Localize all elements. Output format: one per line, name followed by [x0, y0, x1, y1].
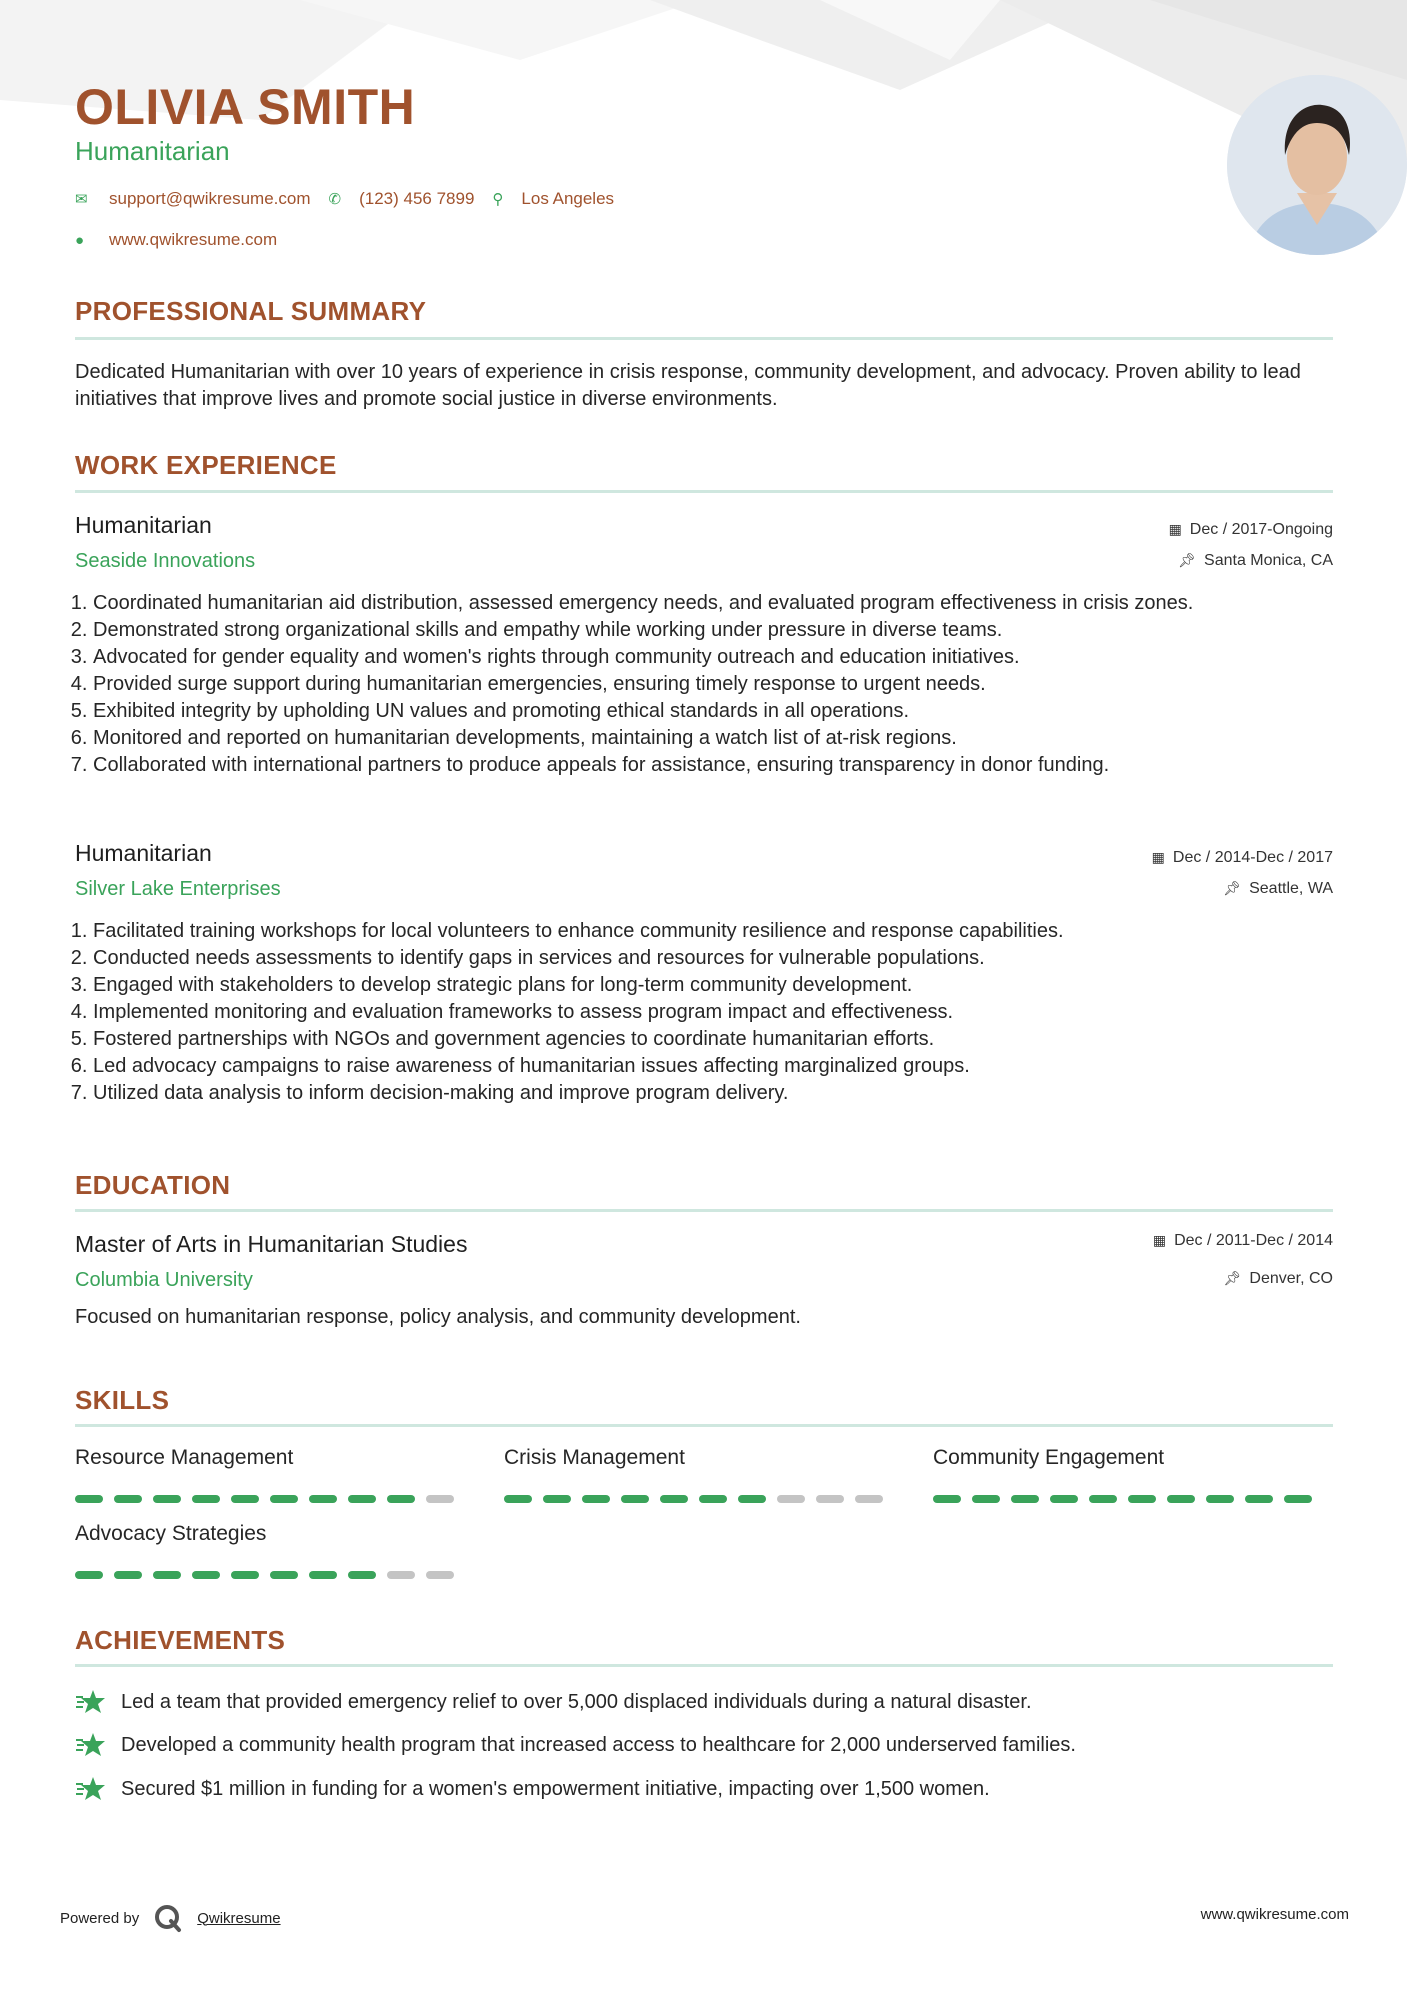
- skill-dash-filled: [504, 1495, 532, 1503]
- skill-name: Resource Management: [75, 1446, 294, 1469]
- skill-dash-filled: [309, 1495, 337, 1503]
- job-bullets: [75, 918, 1333, 1107]
- pushpin-icon: 📌︎: [1178, 552, 1197, 568]
- calendar-icon: ▦: [1151, 849, 1165, 865]
- achievement-text: Secured $1 million in funding for a women's empowerment initiative, impacting over 1,500 women.: [121, 1777, 990, 1800]
- skill-dash-empty: [855, 1495, 883, 1503]
- skill-dash-filled: [621, 1495, 649, 1503]
- candidate-title: Humanitarian: [75, 136, 230, 166]
- achievement-text: Led a team that provided emergency relief to over 5,000 displaced individuals during a natural disaster.: [121, 1690, 1032, 1713]
- list-item: 2. Demonstrated strong organizational skills and empathy while working under pressure in diverse teams.: [93, 617, 1333, 644]
- skill-dash-empty: [426, 1571, 454, 1579]
- achievement-item: [75, 1775, 990, 1803]
- summary-heading: PROFESSIONAL SUMMARY: [75, 296, 427, 326]
- skill-rating: [504, 1495, 894, 1503]
- school-name: Columbia University: [75, 1269, 253, 1291]
- envelope-icon: ✉: [75, 191, 88, 208]
- skill-dash-filled: [192, 1495, 220, 1503]
- skill-dash-filled: [153, 1495, 181, 1503]
- job-title: Humanitarian: [75, 512, 212, 538]
- avatar: [1227, 75, 1407, 255]
- skill-dash-filled: [1245, 1495, 1273, 1503]
- skill-dash-filled: [1089, 1495, 1117, 1503]
- star-icon: [75, 1688, 107, 1716]
- list-item: 6. Led advocacy campaigns to raise awareness of humanitarian issues affecting marginalized groups.: [93, 1053, 1333, 1080]
- education-location: [1224, 1270, 1333, 1288]
- education-heading: EDUCATION: [75, 1170, 231, 1200]
- section-divider: [75, 337, 1333, 340]
- skill-dash-filled: [543, 1495, 571, 1503]
- contact-row-1: [75, 189, 632, 209]
- job-title: Humanitarian: [75, 840, 212, 866]
- skill-dash-filled: [192, 1571, 220, 1579]
- skill-dash-filled: [348, 1495, 376, 1503]
- skill-dash-filled: [1206, 1495, 1234, 1503]
- list-item: 5. Exhibited integrity by upholding UN values and promoting ethical standards in all operations.: [93, 698, 1333, 725]
- list-item: 7. Collaborated with international partners to produce appeals for assistance, ensuring transparency in donor funding.: [93, 752, 1333, 779]
- list-item: 1. Facilitated training workshops for local volunteers to enhance community resilience and response capabilities.: [93, 918, 1333, 945]
- achievements-heading: ACHIEVEMENTS: [75, 1625, 286, 1655]
- skill-dash-filled: [972, 1495, 1000, 1503]
- achievement-item: [75, 1731, 1076, 1759]
- achievement-text: Developed a community health program that increased access to healthcare for 2,000 underserved families.: [121, 1733, 1076, 1756]
- section-divider: [75, 1664, 1333, 1667]
- star-icon: [75, 1731, 107, 1759]
- skill-dash-filled: [75, 1571, 103, 1579]
- job-location-text: Santa Monica, CA: [1204, 552, 1333, 569]
- phone-icon: ✆: [328, 191, 342, 208]
- list-item: 2. Conducted needs assessments to identify gaps in services and resources for vulnerable populations.: [93, 945, 1333, 972]
- globe-icon: ●: [75, 231, 85, 249]
- education-dates: [1153, 1232, 1333, 1250]
- skill-dash-filled: [114, 1571, 142, 1579]
- job-location: [1178, 552, 1333, 570]
- website-link[interactable]: www.qwikresume.com: [109, 230, 278, 249]
- skill-name: Advocacy Strategies: [75, 1522, 267, 1545]
- skill-dash-filled: [387, 1495, 415, 1503]
- list-item: 1. Coordinated humanitarian aid distribution, assessed emergency needs, and evaluated program effectiveness in crisis zones.: [93, 590, 1333, 617]
- achievement-item: [75, 1688, 1032, 1716]
- job-dates: [1169, 521, 1333, 539]
- experience-heading: WORK EXPERIENCE: [75, 450, 337, 480]
- skill-rating: [75, 1571, 465, 1579]
- section-divider: [75, 490, 1333, 493]
- education-location-text: Denver, CO: [1249, 1270, 1333, 1287]
- profile-photo: [1227, 75, 1407, 255]
- education-dates-text: Dec / 2011-Dec / 2014: [1174, 1232, 1333, 1249]
- skill-dash-filled: [75, 1495, 103, 1503]
- skill-dash-filled: [699, 1495, 727, 1503]
- skill-name: Community Engagement: [933, 1446, 1165, 1469]
- powered-by-text: Powered by: [60, 1909, 140, 1927]
- skill-dash-filled: [114, 1495, 142, 1503]
- skill-dash-filled: [231, 1571, 259, 1579]
- skill-dash-empty: [816, 1495, 844, 1503]
- skill-dash-filled: [1167, 1495, 1195, 1503]
- skill-dash-filled: [1284, 1495, 1312, 1503]
- star-icon: [75, 1775, 107, 1803]
- summary-text: Dedicated Humanitarian with over 10 years of experience in crisis response, community development, and advocacy. Proven ability to lead initiatives that improve lives and promote social justice in diverse environments.: [75, 361, 1301, 410]
- qwikresume-brand-link[interactable]: Qwikresume: [197, 1909, 281, 1927]
- section-divider: [75, 1424, 1333, 1427]
- pushpin-icon: 📌︎: [1223, 880, 1242, 896]
- skill-dash-filled: [1128, 1495, 1156, 1503]
- job-location-text: Seattle, WA: [1249, 880, 1333, 897]
- job-bullets: [75, 590, 1333, 779]
- job-dates-text: Dec / 2017-Ongoing: [1189, 521, 1333, 538]
- candidate-name: OLIVIA SMITH: [75, 79, 416, 135]
- calendar-icon: ▦: [1152, 1232, 1167, 1248]
- section-divider: [75, 1209, 1333, 1212]
- job-dates-text: Dec / 2014-Dec / 2017: [1172, 849, 1333, 866]
- skill-dash-empty: [387, 1571, 415, 1579]
- skill-dash-filled: [738, 1495, 766, 1503]
- skill-dash-filled: [660, 1495, 688, 1503]
- degree-title: Master of Arts in Humanitarian Studies: [75, 1231, 468, 1257]
- footer-website-link[interactable]: www.qwikresume.com: [1200, 1906, 1349, 1923]
- list-item: 3. Advocated for gender equality and women's rights through community outreach and education initiatives.: [93, 644, 1333, 671]
- job-dates: [1152, 849, 1333, 867]
- job-location: [1223, 880, 1333, 898]
- skill-dash-filled: [270, 1495, 298, 1503]
- skill-name: Crisis Management: [504, 1446, 685, 1469]
- skill-dash-filled: [231, 1495, 259, 1503]
- skill-rating: [75, 1495, 465, 1503]
- contact-row-2: [75, 230, 295, 250]
- skill-dash-filled: [1011, 1495, 1039, 1503]
- email-link[interactable]: support@qwikresume.com: [109, 189, 311, 208]
- skill-rating: [933, 1495, 1323, 1503]
- company-name: Seaside Innovations: [75, 550, 256, 572]
- calendar-icon: ▦: [1168, 521, 1182, 537]
- company-name: Silver Lake Enterprises: [75, 878, 281, 900]
- list-item: 3. Engaged with stakeholders to develop strategic plans for long-term community development.: [93, 972, 1333, 999]
- list-item: 4. Provided surge support during humanitarian emergencies, ensuring timely response to urgent needs.: [93, 671, 1333, 698]
- pushpin-icon: 📌︎: [1223, 1270, 1242, 1286]
- skill-dash-empty: [777, 1495, 805, 1503]
- phone-text: (123) 456 7899: [359, 189, 475, 208]
- list-item: 6. Monitored and reported on humanitarian developments, maintaining a watch list of at-risk regions.: [93, 725, 1333, 752]
- footer-powered-by: [60, 1903, 281, 1933]
- skill-dash-filled: [582, 1495, 610, 1503]
- education-description: Focused on humanitarian response, policy analysis, and community development.: [75, 1306, 801, 1328]
- list-item: 7. Utilized data analysis to inform decision-making and improve program delivery.: [93, 1080, 1333, 1107]
- list-item: 4. Implemented monitoring and evaluation frameworks to assess program impact and effectiveness.: [93, 999, 1333, 1026]
- location-pin-icon: ⚲: [492, 191, 504, 208]
- location-text: Los Angeles: [521, 189, 615, 208]
- skill-dash-filled: [348, 1571, 376, 1579]
- qwikresume-logo-icon: [153, 1903, 183, 1933]
- skill-dash-filled: [933, 1495, 961, 1503]
- skill-dash-filled: [153, 1571, 181, 1579]
- skill-dash-filled: [270, 1571, 298, 1579]
- skill-dash-filled: [1050, 1495, 1078, 1503]
- skill-dash-filled: [309, 1571, 337, 1579]
- list-item: 5. Fostered partnerships with NGOs and government agencies to coordinate humanitarian efforts.: [93, 1026, 1333, 1053]
- skills-heading: SKILLS: [75, 1385, 170, 1415]
- skill-dash-empty: [426, 1495, 454, 1503]
